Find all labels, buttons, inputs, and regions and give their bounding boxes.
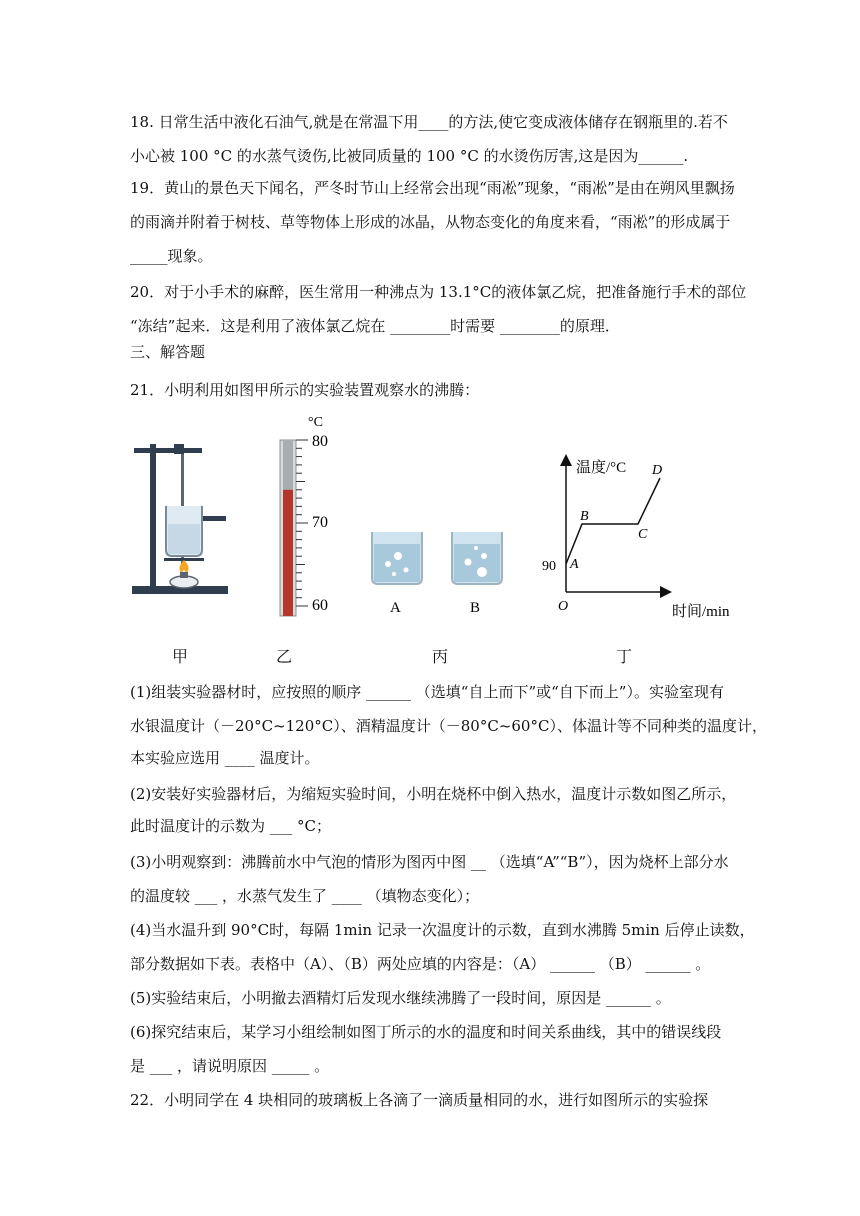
- q20-line-2: “冻结”起来．这是利用了液体氯乙烷在 ________时需要 ________的原理．: [130, 317, 620, 335]
- figure-yi-thermometer: [256, 412, 346, 628]
- q21-part1-line1: (1)组装实验器材时，应按照的顺序 ______ （选填“自上而下”或“自下而上”）。实验室现有: [130, 683, 724, 701]
- q21-part1-line3: 本实验应选用 ____ 温度计。: [130, 749, 320, 767]
- q21-part5-line1: (5)实验结束后，小明撤去酒精灯后发现水继续沸腾了一段时间，原因是 ______ 。: [130, 989, 671, 1007]
- figure-bing-beakers: [364, 526, 524, 650]
- tick-label-60: 60: [312, 597, 328, 614]
- graph-x-label: 时间/min: [672, 604, 730, 620]
- q21-part6-line2: 是 ___ ，请说明原因 _____ 。: [130, 1057, 330, 1075]
- figure-label-ding: 丁: [616, 647, 633, 666]
- q21-part3-line1: (3)小明观察到：沸腾前水中气泡的情形为图丙中图 __ （选填“A”“B”），因为烧杯上部分水: [130, 853, 729, 871]
- graph-y-label: 温度/°C: [576, 460, 627, 476]
- tick-label-80: 80: [312, 433, 328, 450]
- point-d-label: D: [652, 463, 663, 478]
- q21-intro: 21．小明利用如图甲所示的实验装置观察水的沸腾：: [130, 381, 480, 399]
- graph-origin-label: O: [558, 599, 569, 614]
- figure-ding-graph: [536, 448, 746, 628]
- graph-y-value-90: 90: [542, 559, 556, 574]
- q18-line-2: 小心被 100 °C 的水蒸气烫伤,比被同质量的 100 °C 的水烫伤厉害,这是因为______.: [130, 147, 689, 165]
- q21-part2-line2: 此时温度计的示数为 ___ °C；: [130, 817, 332, 835]
- q19-line-3: _____现象。: [130, 247, 213, 265]
- figure-jia-apparatus: [130, 440, 240, 604]
- q20-line-1: 20．对于小手术的麻醉，医生常用一种沸点为 13.1°C的液体氯乙烷，把准备施行手术的部位: [130, 283, 747, 301]
- beaker-a-label: A: [390, 600, 401, 616]
- point-b-label: B: [580, 509, 589, 524]
- q21-part3-line2: 的温度较 ___ ，水蒸气发生了 ____ （填物态变化）；: [130, 887, 480, 905]
- q21-part2-line1: (2)安装好实验器材后，为缩短实验时间，小明在烧杯中倒入热水，温度计示数如图乙所示，: [130, 785, 737, 803]
- figure-label-yi: 乙: [276, 647, 293, 666]
- figure-label-jia: 甲: [172, 647, 189, 666]
- beaker-b: [452, 532, 502, 616]
- beaker-b-label: B: [470, 600, 481, 616]
- section-heading: 三、解答题: [130, 343, 206, 361]
- tick-label-70: 70: [312, 514, 328, 531]
- beaker-a: [372, 532, 422, 616]
- q19-line-2: 的雨滴并附着于树枝、草等物体上形成的冰晶，从物态变化的角度来看，“雨凇”的形成属于: [130, 213, 731, 231]
- point-c-label: C: [638, 527, 648, 542]
- q19-line-1: 19．黄山的景色天下闻名，严冬时节山上经常会出现“雨凇”现象，“雨凇”是由在朔风里飘扬: [130, 179, 735, 197]
- q21-part4-line1: (4)当水温升到 90°C时，每隔 1min 记录一次温度计的示数，直到水沸腾 5min 后停止读数，: [130, 921, 755, 939]
- q21-part1-line2: 水银温度计（－20°C~120°C）、酒精温度计（－80°C~60°C）、体温计等不同种类的温度计，: [130, 717, 767, 735]
- q21-part6-line1: (6)探究结束后，某学习小组绘制如图丁所示的水的温度和时间关系曲线，其中的错误线段: [130, 1023, 722, 1041]
- q18-line-1: 18. 日常生活中液化石油气,就是在常温下用____的方法,使它变成液体储存在钢瓶里的.若不: [130, 113, 728, 131]
- point-a-label: A: [570, 557, 579, 572]
- figure-label-bing: 丙: [432, 647, 449, 666]
- thermometer-liquid: [283, 490, 293, 616]
- q22-line-1: 22．小明同学在 4 块相同的玻璃板上各滴了一滴质量相同的水，进行如图所示的实验探: [130, 1091, 709, 1109]
- q21-part4-line2: 部分数据如下表。表格中（A）、（B）两处应填的内容是：（A） ______ （B） ______ 。: [130, 955, 711, 973]
- thermometer-unit: °C: [308, 415, 323, 430]
